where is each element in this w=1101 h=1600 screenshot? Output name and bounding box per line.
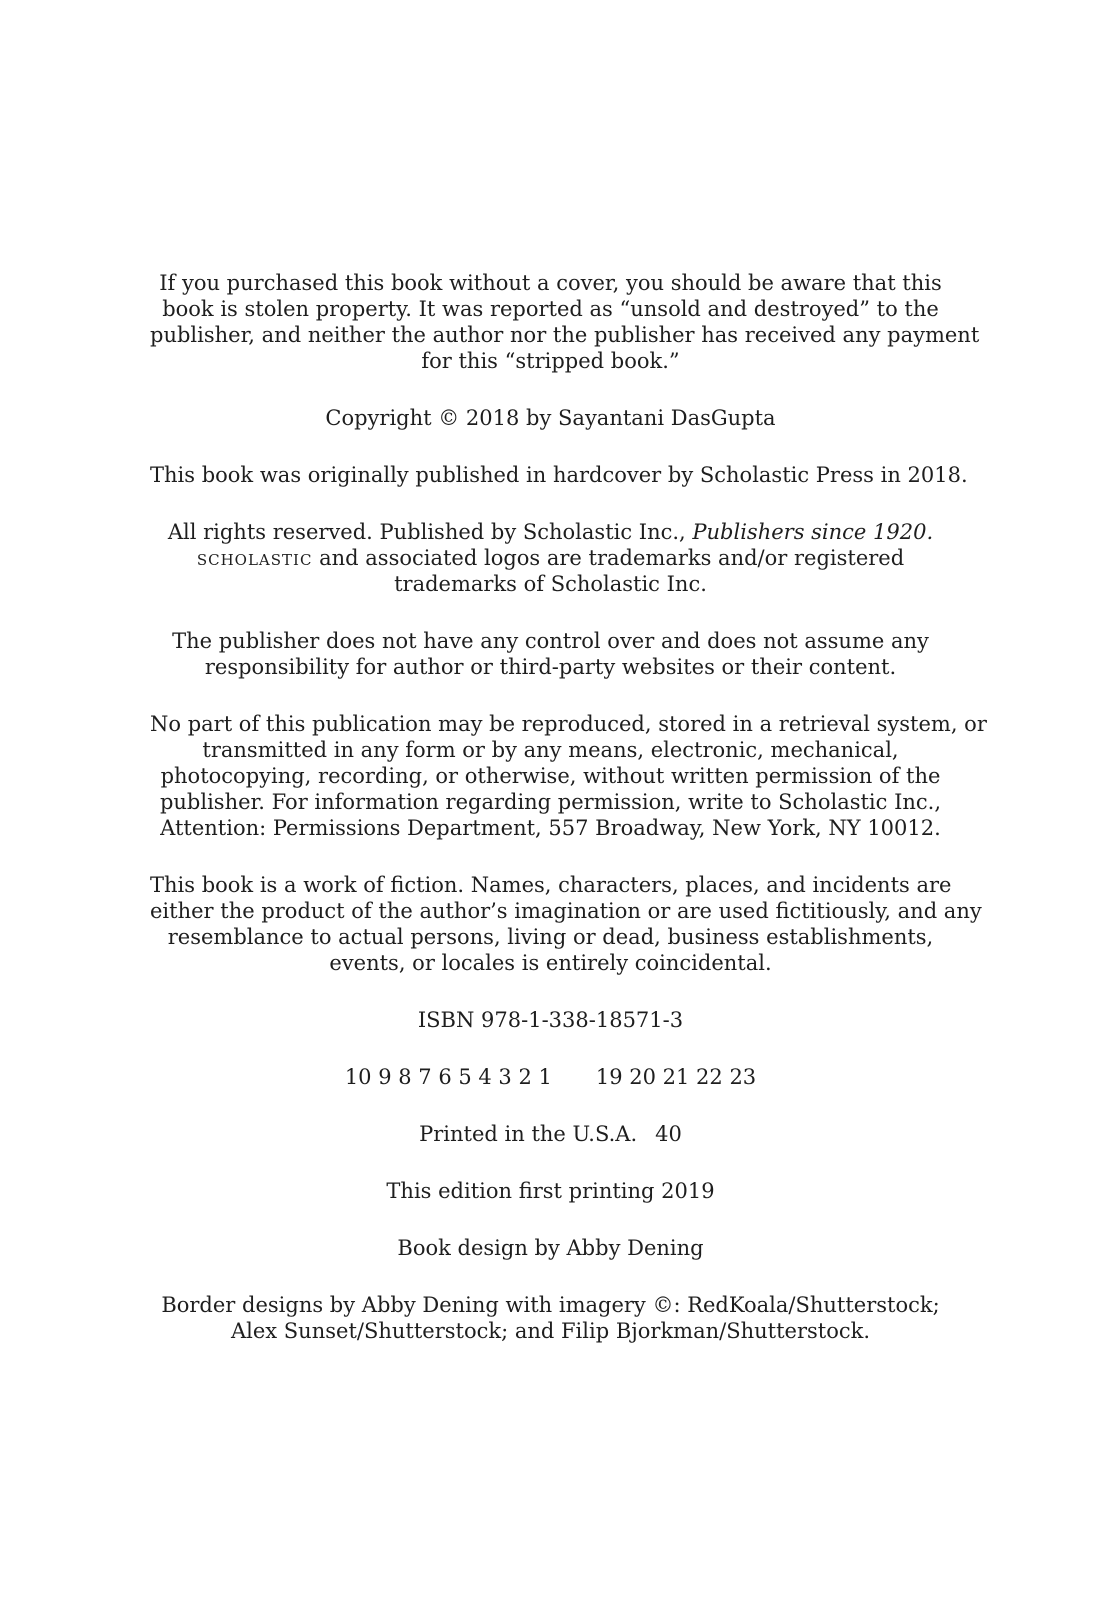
isbn-text: ISBN 978-1-338-18571-3 [417, 1008, 684, 1032]
book-design-text: Book design by Abby Dening [397, 1236, 704, 1260]
text-line: book is stolen property. It was reported as “unsold and destroyed” to the [162, 297, 939, 321]
text-line: Alex Sunset/Shutterstock; and Filip Bjorkman/Shutterstock. [230, 1319, 871, 1343]
text-line: publisher, and neither the author nor the publisher has received any payment [150, 323, 980, 347]
fiction-notice [150, 872, 982, 976]
text-line: This book is a work of fiction. Names, characters, places, and incidents are [150, 873, 952, 897]
border-credits [150, 1292, 951, 1344]
printed-in-line [150, 1121, 951, 1147]
rights-notice [150, 519, 951, 597]
text-line: resemblance to actual persons, living or dead, business establishments, [167, 925, 934, 949]
printed-in-row [150, 1121, 951, 1147]
rights-text: All rights reserved. Published by Scholastic Inc., [167, 520, 693, 544]
text-line: The publisher does not have any control over and does not assume any [172, 629, 929, 653]
text-line: for this “stripped book.” [421, 349, 680, 373]
text-line: photocopying, recording, or otherwise, without written permission of the [160, 764, 941, 788]
text-line: Attention: Permissions Department, 557 Broadway, New York, NY 10012. [160, 816, 941, 840]
rights-line-2 [150, 545, 951, 571]
publishers-since-text: Publishers since 1920. [692, 520, 934, 544]
text-line: If you purchased this book without a cover, you should be aware that this [159, 271, 942, 295]
book-design-line [150, 1235, 951, 1261]
trademark-text: and associated logos are trademarks and/or registered [312, 546, 905, 570]
original-publication-notice [150, 462, 968, 488]
original-publication-text: This book was originally published in hardcover by Scholastic Press in 2018. [150, 463, 968, 487]
copyright-line [150, 405, 951, 431]
impression-numbers: 10 9 8 7 6 5 4 3 2 1 [344, 1065, 552, 1089]
text-line: responsibility for author or third-party websites or their content. [204, 655, 897, 679]
stripped-book-notice [150, 270, 980, 374]
edition-line [150, 1178, 951, 1204]
rights-line-1 [150, 519, 951, 545]
print-line [150, 1064, 951, 1090]
third-party-disclaimer [150, 628, 951, 680]
rights-line-3: trademarks of Scholastic Inc. [394, 572, 707, 596]
text-line: either the product of the author’s imagination or are used fictitiously, and any [150, 899, 982, 923]
text-line: publisher. For information regarding permission, write to Scholastic Inc., [159, 790, 942, 814]
text-line: events, or locales is entirely coincidental. [329, 951, 772, 975]
scholastic-brand: scholastic [196, 546, 313, 570]
isbn-line [150, 1007, 951, 1033]
copyright-content [150, 270, 987, 1375]
printed-in-text: Printed in the U.S.A. [419, 1122, 638, 1146]
copyright-text: Copyright © 2018 by Sayantani DasGupta [325, 406, 776, 430]
text-line: Border designs by Abby Dening with imagery ©: RedKoala/Shutterstock; [161, 1293, 940, 1317]
year-numbers: 19 20 21 22 23 [595, 1065, 757, 1089]
text-line: No part of this publication may be reproduced, stored in a retrieval system, or [150, 712, 987, 736]
text-line: transmitted in any form or by any means, electronic, mechanical, [202, 738, 899, 762]
printer-code: 40 [655, 1122, 682, 1146]
reproduction-notice [150, 711, 987, 841]
edition-text: This edition first printing 2019 [386, 1179, 715, 1203]
print-line-row [150, 1064, 951, 1090]
